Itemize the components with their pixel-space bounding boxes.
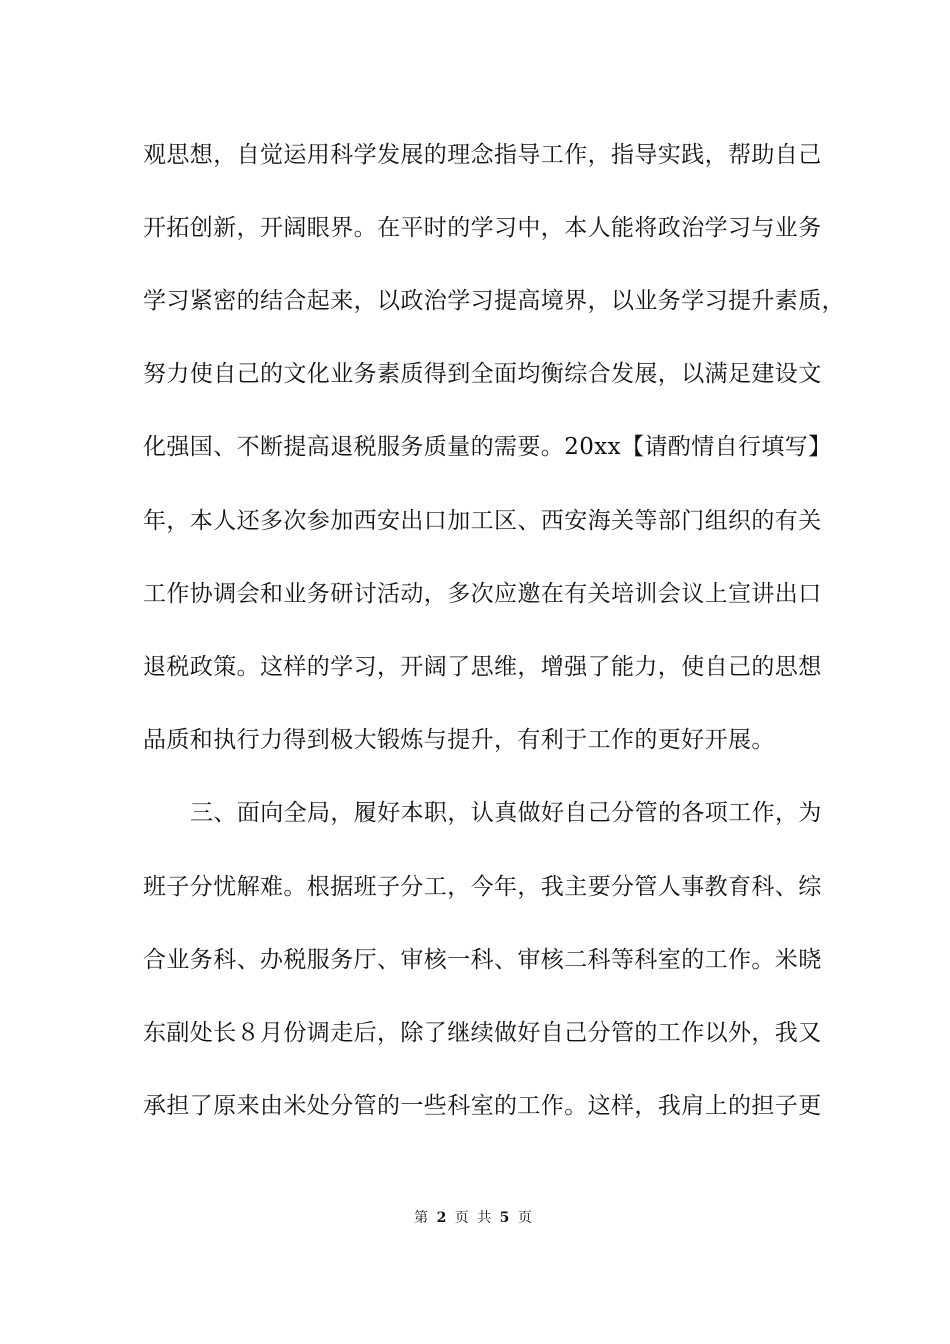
body-line-1: 观思想，自觉运用科学发展的理念指导工作，指导实践，帮助自己 [143,142,822,168]
body-line-9: 品质和执行力得到极大锻炼与提升，有利于工作的更好开展。 [143,727,775,753]
body-line-8: 退税政策。这样的学习，开阔了思维，增强了能力，使自己的思想 [143,654,822,680]
body-line-6: 年，本人还多次参加西安出口加工区、西安海关等部门组织的有关 [143,508,822,534]
footer-current-page: 2 [436,1210,447,1226]
body-line-10: 三、面向全局，履好本职，认真做好自己分管的各项工作，为 [190,800,822,826]
footer-page-word: 页 [454,1210,469,1226]
footer-total-prefix: 共 [477,1210,492,1226]
footer-total-pages: 5 [499,1210,510,1226]
footer-page-prefix: 第 [414,1210,429,1226]
body-line-14: 承担了原来由米处分管的一些科室的工作。这样，我肩上的担子更 [143,1093,822,1119]
footer-total-suffix: 页 [517,1210,532,1226]
body-line-4: 努力使自己的文化业务素质得到全面均衡综合发展，以满足建设文 [143,361,822,387]
body-line-11: 班子分忧解难。根据班子分工，今年，我主要分管人事教育科、综 [143,874,822,900]
body-line-12: 合业务科、办税服务厅、审核一科、审核二科等科室的工作。米晓 [143,947,822,973]
page-footer [0,1209,950,1227]
body-line-7: 工作协调会和业务研讨活动，多次应邀在有关培训会议上宣讲出口 [143,581,822,607]
body-line-5: 化强国、不断提高退税服务质量的需要。20xx【请酌情自行填写】 [143,434,832,460]
body-line-13: 东副处长８月份调走后，除了继续做好自己分管的工作以外，我又 [143,1020,822,1046]
body-line-2: 开拓创新，开阔眼界。在平时的学习中，本人能将政治学习与业务 [143,215,822,241]
body-line-3: 学习紧密的结合起来，以政治学习提高境界，以业务学习提升素质， [143,288,845,314]
